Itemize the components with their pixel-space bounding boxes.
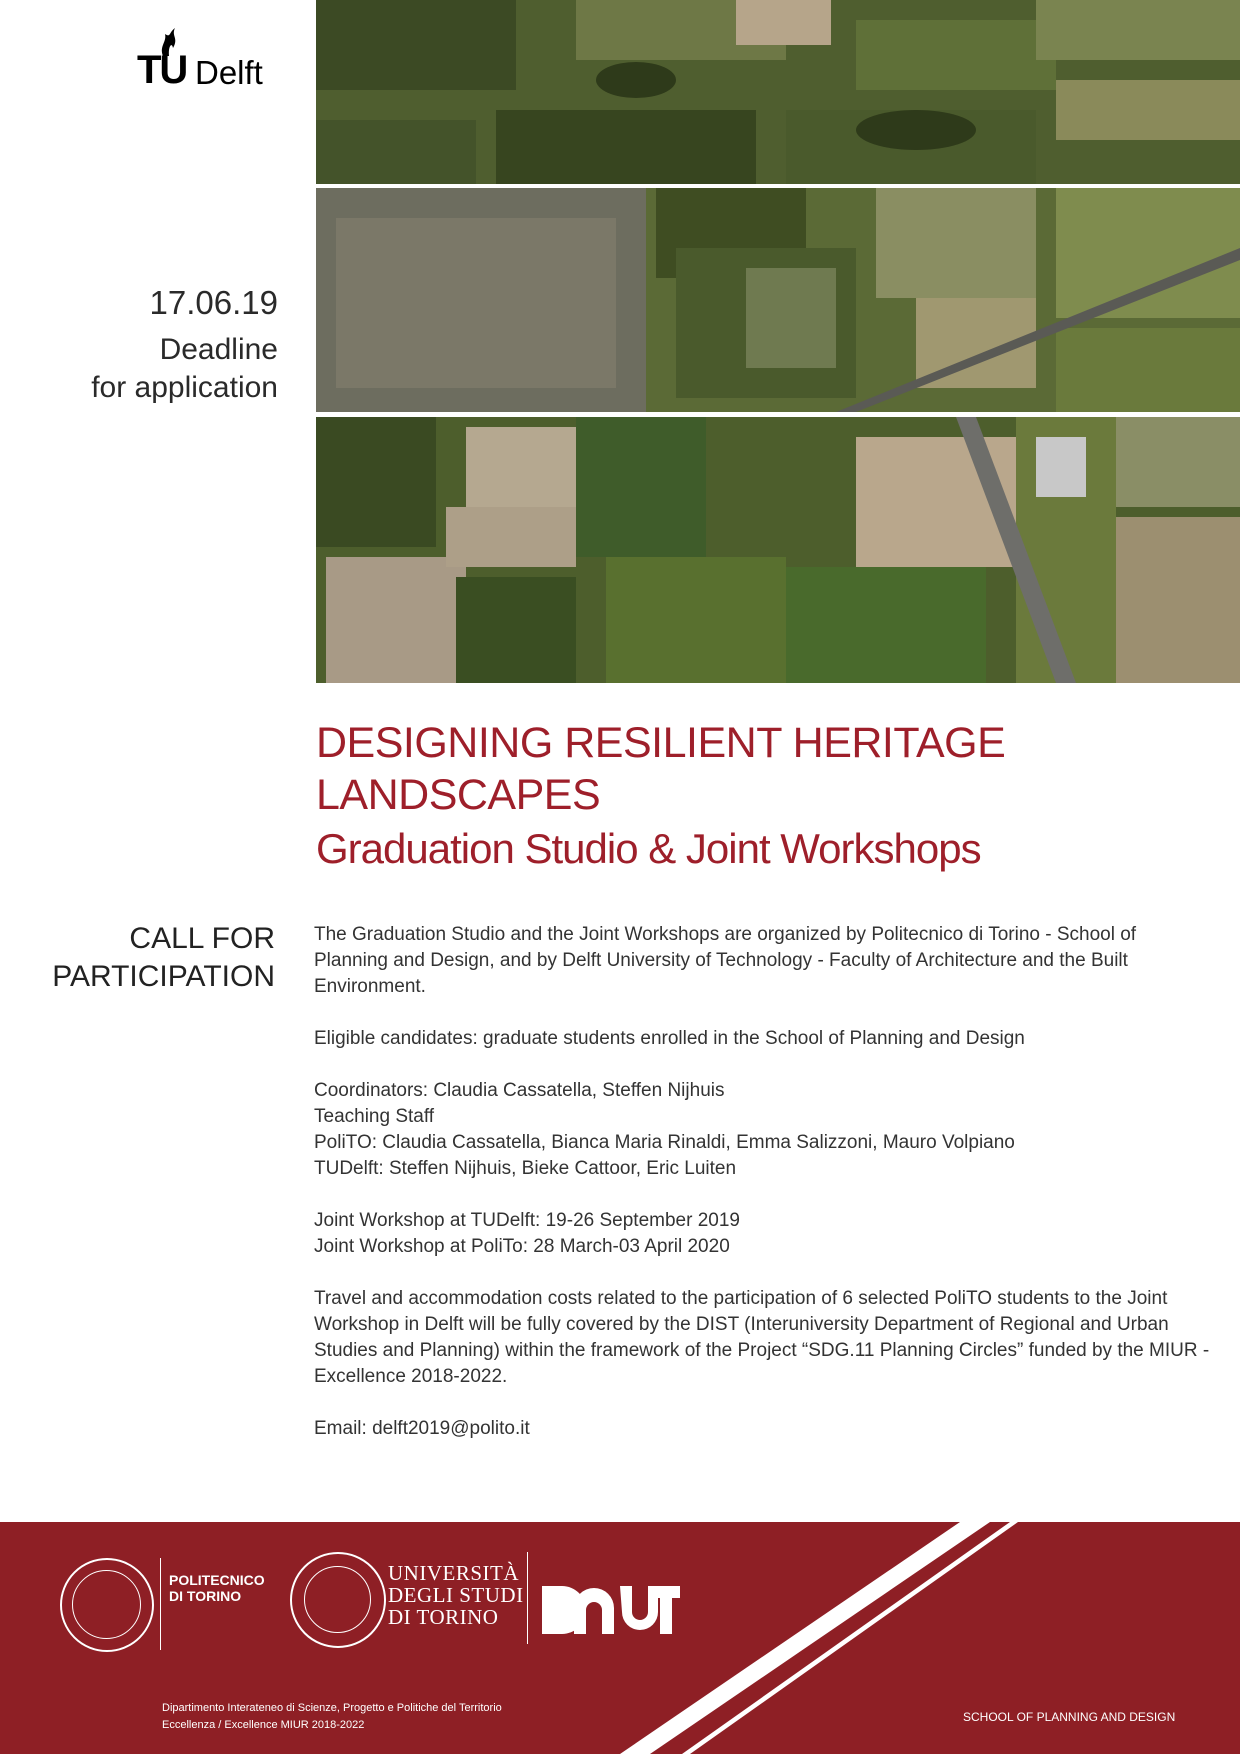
deadline-block xyxy=(91,285,278,407)
coordinators-line: Coordinators: Claudia Cassatella, Steffen Nijhuis xyxy=(314,1080,725,1101)
department-text xyxy=(162,1700,502,1734)
unito-line-1: UNIVERSITÀ xyxy=(388,1561,519,1585)
page-subtitle: Graduation Studio & Joint Workshops xyxy=(316,825,981,872)
department-line-2: Eccellenza / Excellence MIUR 2018-2022 xyxy=(162,1719,365,1731)
title-line-1: DESIGNING RESILIENT HERITAGE xyxy=(316,719,1006,767)
email-line: Email: delft2019@polito.it xyxy=(314,1418,530,1439)
aerial-photo-3 xyxy=(316,417,1240,683)
aerial-photo-2 xyxy=(316,188,1240,412)
divider xyxy=(527,1552,528,1644)
staff-polito-line: PoliTO: Claudia Cassatella, Bianca Maria Rinaldi, Emma Salizzoni, Mauro Volpiano xyxy=(314,1132,1015,1153)
polito-logo-text xyxy=(169,1572,265,1604)
call-line-2: PARTICIPATION xyxy=(52,960,275,993)
page-title xyxy=(316,717,1005,877)
polito-seal-icon xyxy=(60,1558,154,1652)
eligible-paragraph: Eligible candidates: graduate students enrolled in the School of Planning and Design xyxy=(314,1028,1025,1049)
department-line-1: Dipartimento Interateneo di Scienze, Progetto e Politiche del Territorio xyxy=(162,1702,502,1714)
unito-line-2: DEGLI STUDI xyxy=(388,1583,524,1607)
deadline-label: Deadline xyxy=(159,333,278,366)
tudelft-logo xyxy=(137,28,287,90)
school-label: SCHOOL OF PLANNING AND DESIGN xyxy=(963,1710,1176,1724)
aerial-photo-1 xyxy=(316,0,1240,184)
footer xyxy=(0,1522,1240,1754)
unito-line-3: DI TORINO xyxy=(388,1605,499,1629)
call-line-1: CALL FOR xyxy=(129,922,275,955)
deadline-label-2: for application xyxy=(91,371,278,404)
unito-logo-text xyxy=(388,1562,524,1628)
divider xyxy=(160,1558,161,1650)
body-text xyxy=(314,922,1214,1442)
tudelft-logo-delft: Delft xyxy=(195,54,263,91)
unito-seal-icon xyxy=(290,1552,386,1648)
workshop-delft-line: Joint Workshop at TUDelft: 19-26 September 2019 xyxy=(314,1210,740,1231)
dist-logo xyxy=(540,1582,680,1638)
staff-tudelft-line: TUDelft: Steffen Nijhuis, Bieke Cattoor, Eric Luiten xyxy=(314,1158,737,1179)
intro-paragraph: The Graduation Studio and the Joint Workshops are organized by Politecnico di Torino - School of Planning and Design, and by Delft University of Technology - Faculty of Architecture and the Built Environment. xyxy=(314,924,1137,997)
title-line-2: LANDSCAPES xyxy=(316,771,601,819)
call-for-participation xyxy=(52,920,275,996)
workshop-polito-line: Joint Workshop at PoliTo: 28 March-03 April 2020 xyxy=(314,1236,730,1257)
polito-name-line-1: POLITECNICO xyxy=(169,1572,265,1588)
teaching-staff-heading: Teaching Staff xyxy=(314,1106,435,1127)
deadline-date: 17.06.19 xyxy=(149,284,278,321)
polito-name-line-2: DI TORINO xyxy=(169,1588,242,1604)
travel-paragraph: Travel and accommodation costs related to the participation of 6 selected PoliTO students to the Joint Workshop in Delft will be fully covered by the DIST (Interuniversity Department of Regional and Urban Studies and Planning) within the framework of the Project “SDG.11 Planning Circles” funded by the MIUR - Excellence 2018-2022. xyxy=(314,1288,1210,1387)
tudelft-logo-tu: TU xyxy=(137,48,187,92)
